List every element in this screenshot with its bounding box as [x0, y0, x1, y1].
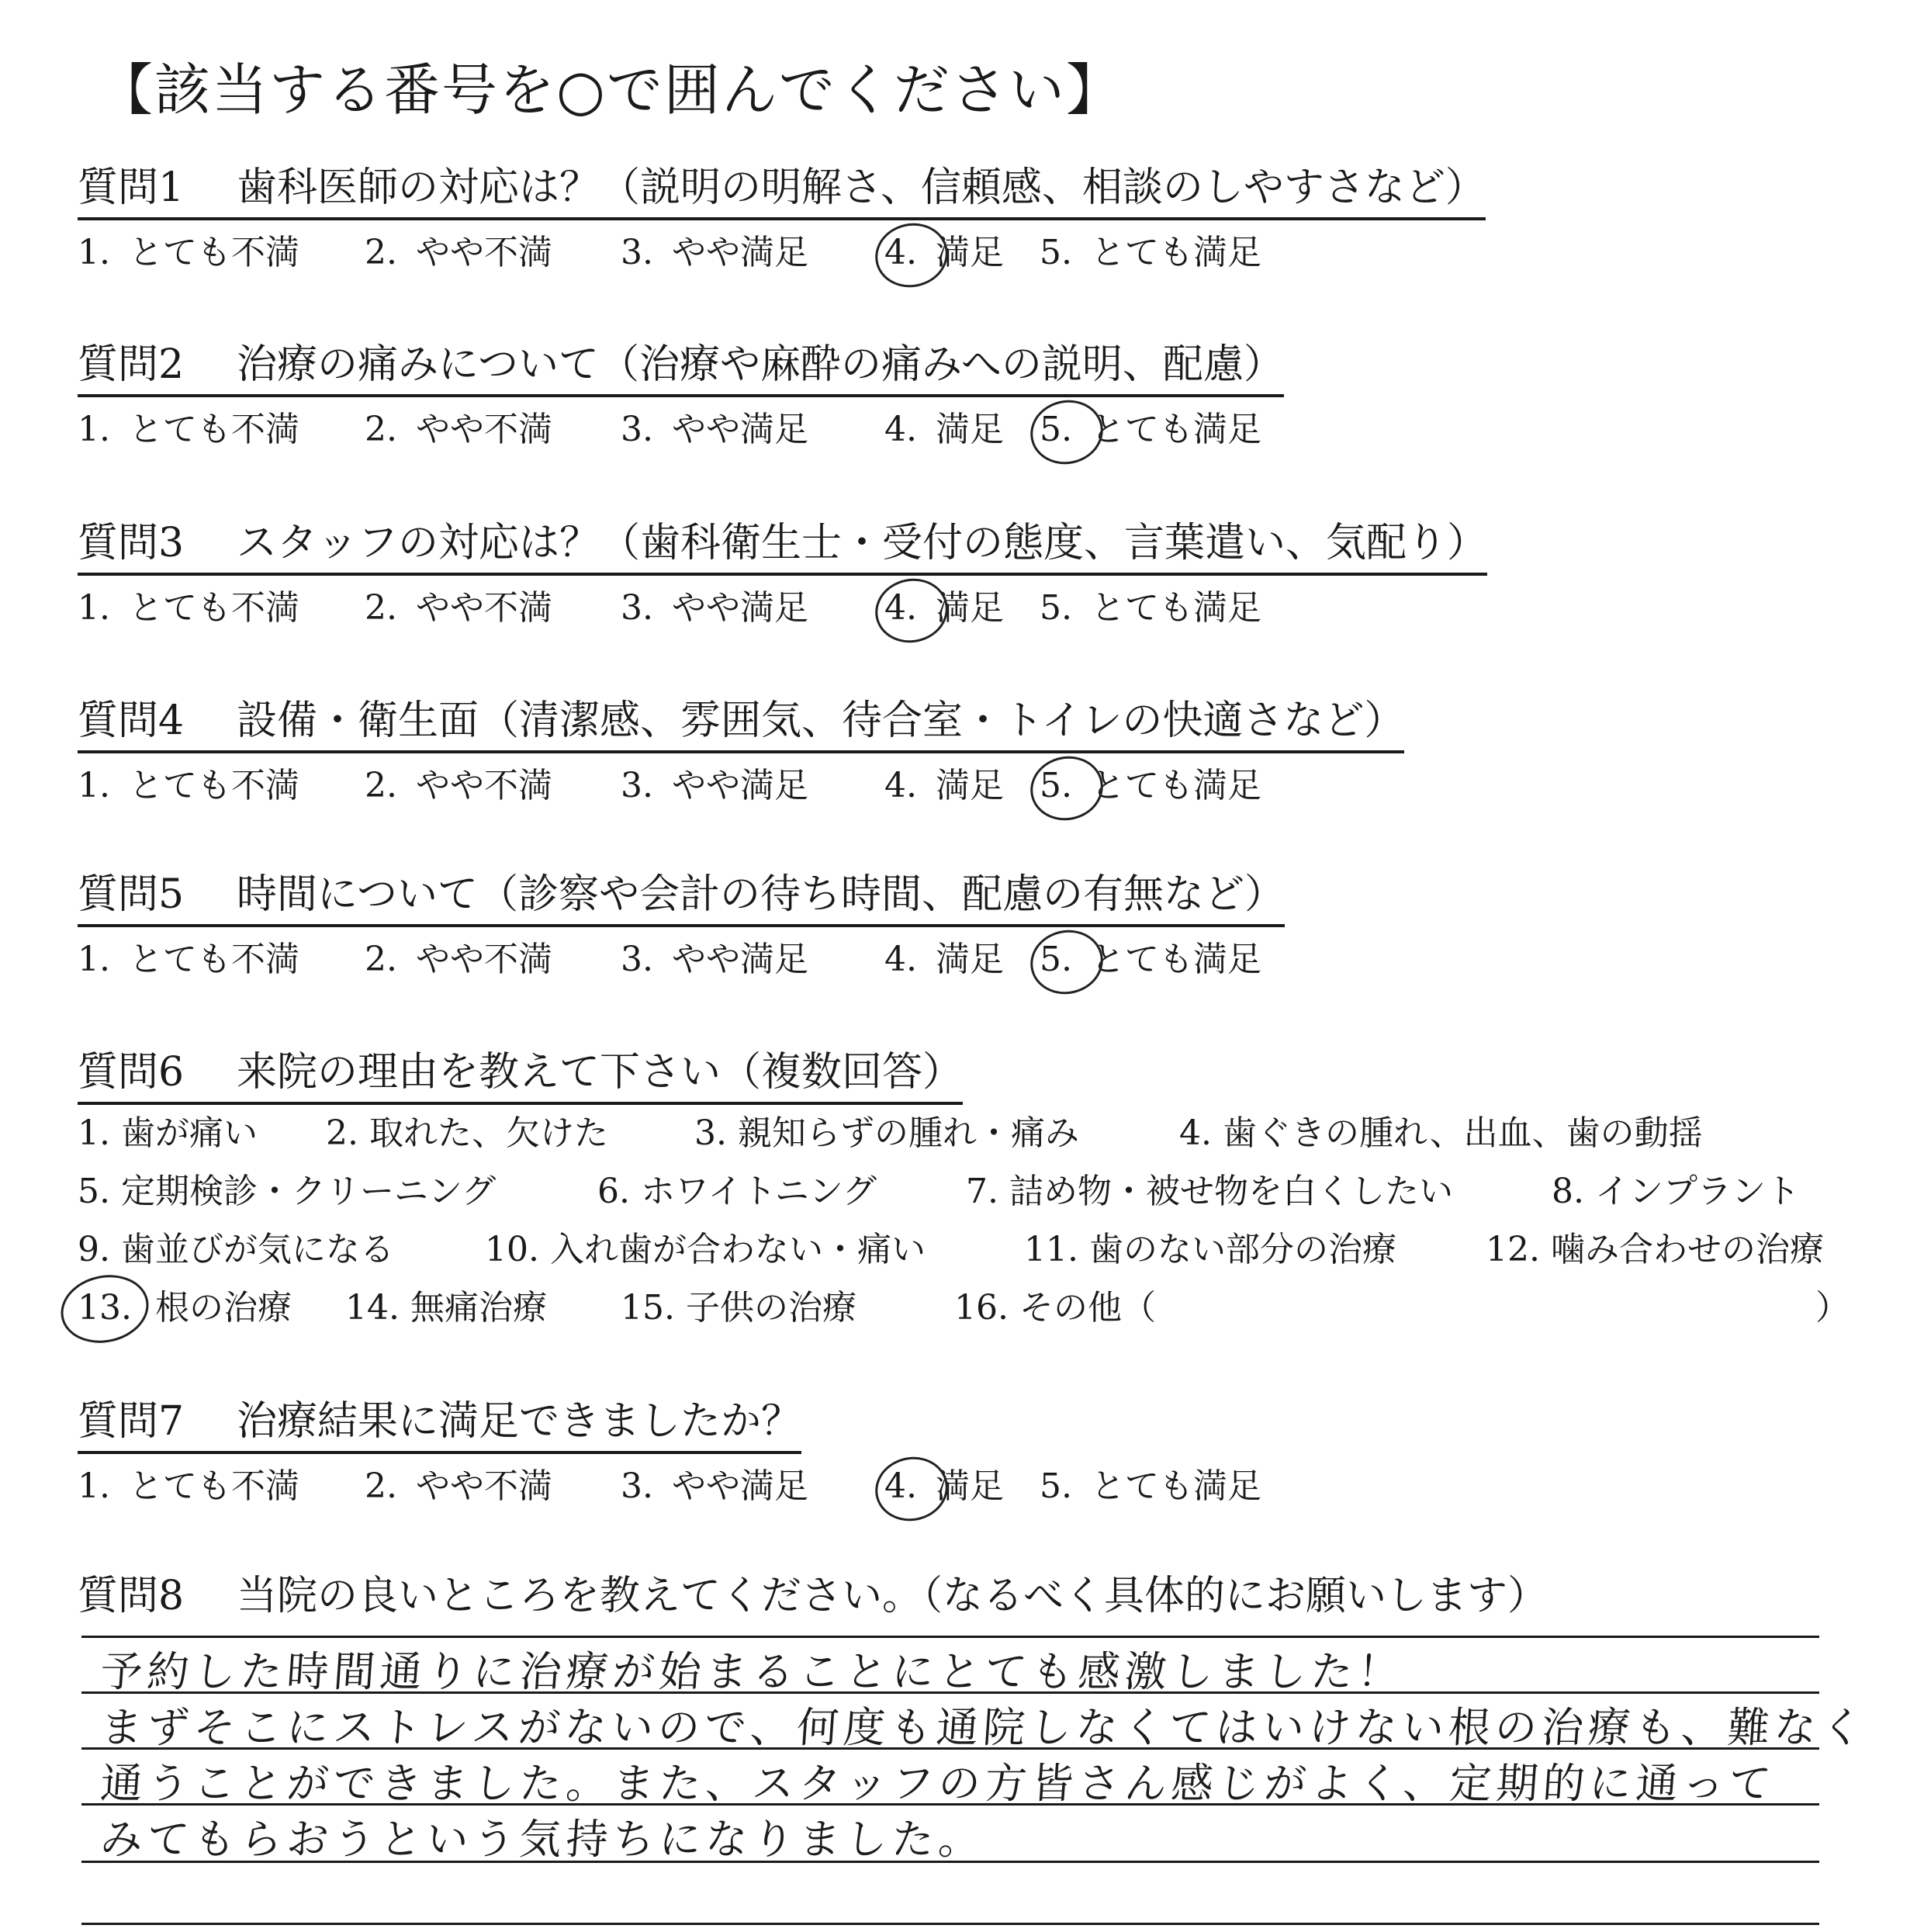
question-title: 質問5 時間について（診察や会計の待ち時間、配慮の有無など） — [78, 870, 1285, 927]
question-4 — [78, 696, 1405, 805]
rating-option-5 — [1040, 1465, 1261, 1508]
rating-label: 満足 — [935, 233, 1004, 272]
reason-option: 11. 歯のない部分の治療 — [1024, 1230, 1396, 1269]
rating-number: 5. — [1040, 1466, 1072, 1506]
rating-label: とても不満 — [128, 410, 299, 449]
rating-label: やや不満 — [415, 588, 552, 628]
rating-label: 満足 — [935, 588, 1004, 628]
reason-option: 12. 噛み合わせの治療 — [1486, 1230, 1824, 1269]
reason-option: 6. ホワイトニング — [597, 1172, 877, 1211]
question-title: 質問1 歯科医師の対応は？（説明の明解さ、信頼感、相談のしやすさなど） — [78, 163, 1486, 220]
rating-number: 2. — [365, 588, 397, 628]
rating-number: 5. — [1040, 940, 1072, 979]
rating-option-2 — [365, 938, 552, 982]
rating-number: 3. — [621, 940, 653, 979]
answer-circle — [870, 216, 954, 294]
writing-line — [81, 1923, 1819, 1925]
rating-label: やや不満 — [415, 1466, 552, 1506]
rating-number: 5. — [1040, 233, 1072, 272]
answer-circle — [870, 1450, 954, 1528]
rating-option-1 — [78, 587, 299, 630]
rating-option-3 — [621, 1465, 808, 1508]
rating-label: 満足 — [935, 410, 1004, 449]
rating-option-4 — [884, 408, 1004, 452]
rating-label: とても満足 — [1090, 1466, 1261, 1506]
rating-label: やや不満 — [415, 233, 552, 272]
rating-label: とても不満 — [128, 940, 299, 979]
rating-option-1 — [78, 231, 299, 275]
question-1 — [78, 163, 1486, 272]
question-2 — [78, 340, 1284, 449]
rating-option-4 — [884, 764, 1004, 808]
rating-option-3 — [621, 938, 808, 982]
rating-option-1 — [78, 938, 299, 982]
rating-label: とても満足 — [1090, 940, 1261, 979]
rating-option-3 — [621, 408, 808, 452]
question-title: 質問4 設備・衛生面（清潔感、雰囲気、待合室・トイレの快適さなど） — [78, 696, 1404, 753]
rating-number: 2. — [365, 410, 397, 449]
rating-label: やや満足 — [671, 410, 808, 449]
reason-option-13-label: 根の治療 — [155, 1288, 292, 1328]
rating-number: 4. — [884, 588, 917, 628]
rating-label: 満足 — [935, 766, 1004, 805]
rating-number: 4. — [884, 1466, 917, 1506]
reason-option-other: 16. その他（ — [954, 1288, 1156, 1328]
rating-number: 3. — [621, 766, 653, 805]
rating-number: 5. — [1040, 766, 1072, 805]
answer-circle — [870, 572, 954, 649]
rating-number: 1. — [78, 940, 110, 979]
answer-circle — [1025, 393, 1109, 471]
rating-label: とても満足 — [1090, 766, 1261, 805]
rating-option-3 — [621, 764, 808, 808]
rating-option-1 — [78, 1465, 299, 1508]
rating-label: とても不満 — [128, 588, 299, 628]
question-title: 質問8 当院の良いところを教えてください。（なるべく具体的にお願いします） — [78, 1573, 1549, 1619]
answer-circle — [1025, 923, 1109, 1001]
reason-option: 2. 取れた、欠けた — [326, 1113, 608, 1153]
rating-number: 1. — [78, 410, 110, 449]
reason-option: 1. 歯が痛い — [78, 1113, 258, 1153]
reason-option: 4. 歯ぐきの腫れ、出血、歯の動揺 — [1179, 1113, 1703, 1153]
answer-circle — [54, 1267, 154, 1351]
rating-label: やや満足 — [671, 588, 808, 628]
rating-number: 1. — [78, 588, 110, 628]
handwritten-line-2: まずそこにストレスがないので、何度も通院しなくてはいけない根の治療も、難なく — [99, 1703, 1870, 1752]
rating-number: 3. — [621, 1466, 653, 1506]
rating-label: やや不満 — [415, 410, 552, 449]
reason-option: 15. 子供の治療 — [621, 1288, 856, 1328]
writing-line — [81, 1636, 1819, 1638]
rating-number: 2. — [365, 766, 397, 805]
rating-option-2 — [365, 1465, 552, 1508]
rating-option-4 — [884, 938, 1004, 982]
rating-number: 2. — [365, 940, 397, 979]
rating-number: 5. — [1040, 588, 1072, 628]
handwritten-line-3: 通うことができました。また、スタッフの方皆さん感じがよく、定期的に通って — [99, 1759, 1777, 1808]
rating-option-2 — [365, 408, 552, 452]
rating-number: 2. — [365, 1466, 397, 1506]
question-title: 質問6 来院の理由を教えて下さい（複数回答） — [78, 1047, 963, 1105]
instruction-heading: 【該当する番号を○で囲んでください】 — [97, 57, 1123, 123]
rating-label: とても満足 — [1090, 233, 1261, 272]
question-title: 質問2 治療の痛みについて（治療や麻酔の痛みへの説明、配慮） — [78, 340, 1284, 397]
rating-label: やや満足 — [671, 766, 808, 805]
reason-option: 5. 定期検診・クリーニング — [78, 1172, 497, 1211]
reason-option: 8. インプラント — [1552, 1172, 1800, 1211]
rating-option-1 — [78, 764, 299, 808]
rating-number: 3. — [621, 233, 653, 272]
reason-option: 3. 親知らずの腫れ・痛み — [694, 1113, 1079, 1153]
reason-option-13: 13. — [78, 1288, 132, 1328]
rating-number: 4. — [884, 940, 917, 979]
rating-label: とても不満 — [128, 766, 299, 805]
rating-number: 4. — [884, 766, 917, 805]
rating-number: 1. — [78, 766, 110, 805]
rating-number: 3. — [621, 588, 653, 628]
question-title: 質問7 治療結果に満足できましたか？ — [78, 1397, 801, 1454]
rating-number: 4. — [884, 410, 917, 449]
rating-number: 1. — [78, 1466, 110, 1506]
reason-option-other-close: ） — [1815, 1288, 1850, 1328]
question-6 — [78, 1047, 963, 1105]
rating-label: 満足 — [935, 940, 1004, 979]
rating-label: とても満足 — [1090, 410, 1261, 449]
rating-number: 3. — [621, 410, 653, 449]
rating-option-5 — [1040, 231, 1261, 275]
rating-option-3 — [621, 587, 808, 630]
handwritten-line-4: みてもらおうという気持ちになりました。 — [99, 1815, 987, 1864]
rating-option-2 — [365, 231, 552, 275]
reason-option: 10. 入れ歯が合わない・痛い — [485, 1230, 926, 1269]
question-8 — [78, 1571, 1548, 1626]
rating-option-2 — [365, 587, 552, 630]
rating-label: とても不満 — [128, 1466, 299, 1506]
rating-option-3 — [621, 231, 808, 275]
question-7 — [78, 1397, 1261, 1506]
rating-label: やや満足 — [671, 233, 808, 272]
rating-label: やや不満 — [415, 940, 552, 979]
question-3 — [78, 518, 1488, 628]
rating-option-5 — [1040, 587, 1261, 630]
handwritten-line-1: 予約した時間通りに治療が始まることにとても感激しました！ — [99, 1647, 1406, 1696]
reason-option: 7. 詰め物・被せ物を白くしたい — [966, 1172, 1453, 1211]
rating-label: やや不満 — [415, 766, 552, 805]
question-title: 質問3 スタッフの対応は？（歯科衛生士・受付の態度、言葉遣い、気配り） — [78, 518, 1487, 576]
rating-label: とても不満 — [128, 233, 299, 272]
rating-option-2 — [365, 764, 552, 808]
rating-label: やや満足 — [671, 1466, 808, 1506]
rating-label: とても満足 — [1090, 588, 1261, 628]
rating-number: 2. — [365, 233, 397, 272]
answer-circle — [1025, 750, 1109, 827]
question-5 — [78, 870, 1285, 979]
rating-label: 満足 — [935, 1466, 1004, 1506]
reason-option: 9. 歯並びが気になる — [78, 1230, 394, 1269]
rating-number: 5. — [1040, 410, 1072, 449]
rating-number: 1. — [78, 233, 110, 272]
rating-option-1 — [78, 408, 299, 452]
rating-number: 4. — [884, 233, 917, 272]
rating-label: やや満足 — [671, 940, 808, 979]
reason-option: 14. 無痛治療 — [345, 1288, 547, 1328]
